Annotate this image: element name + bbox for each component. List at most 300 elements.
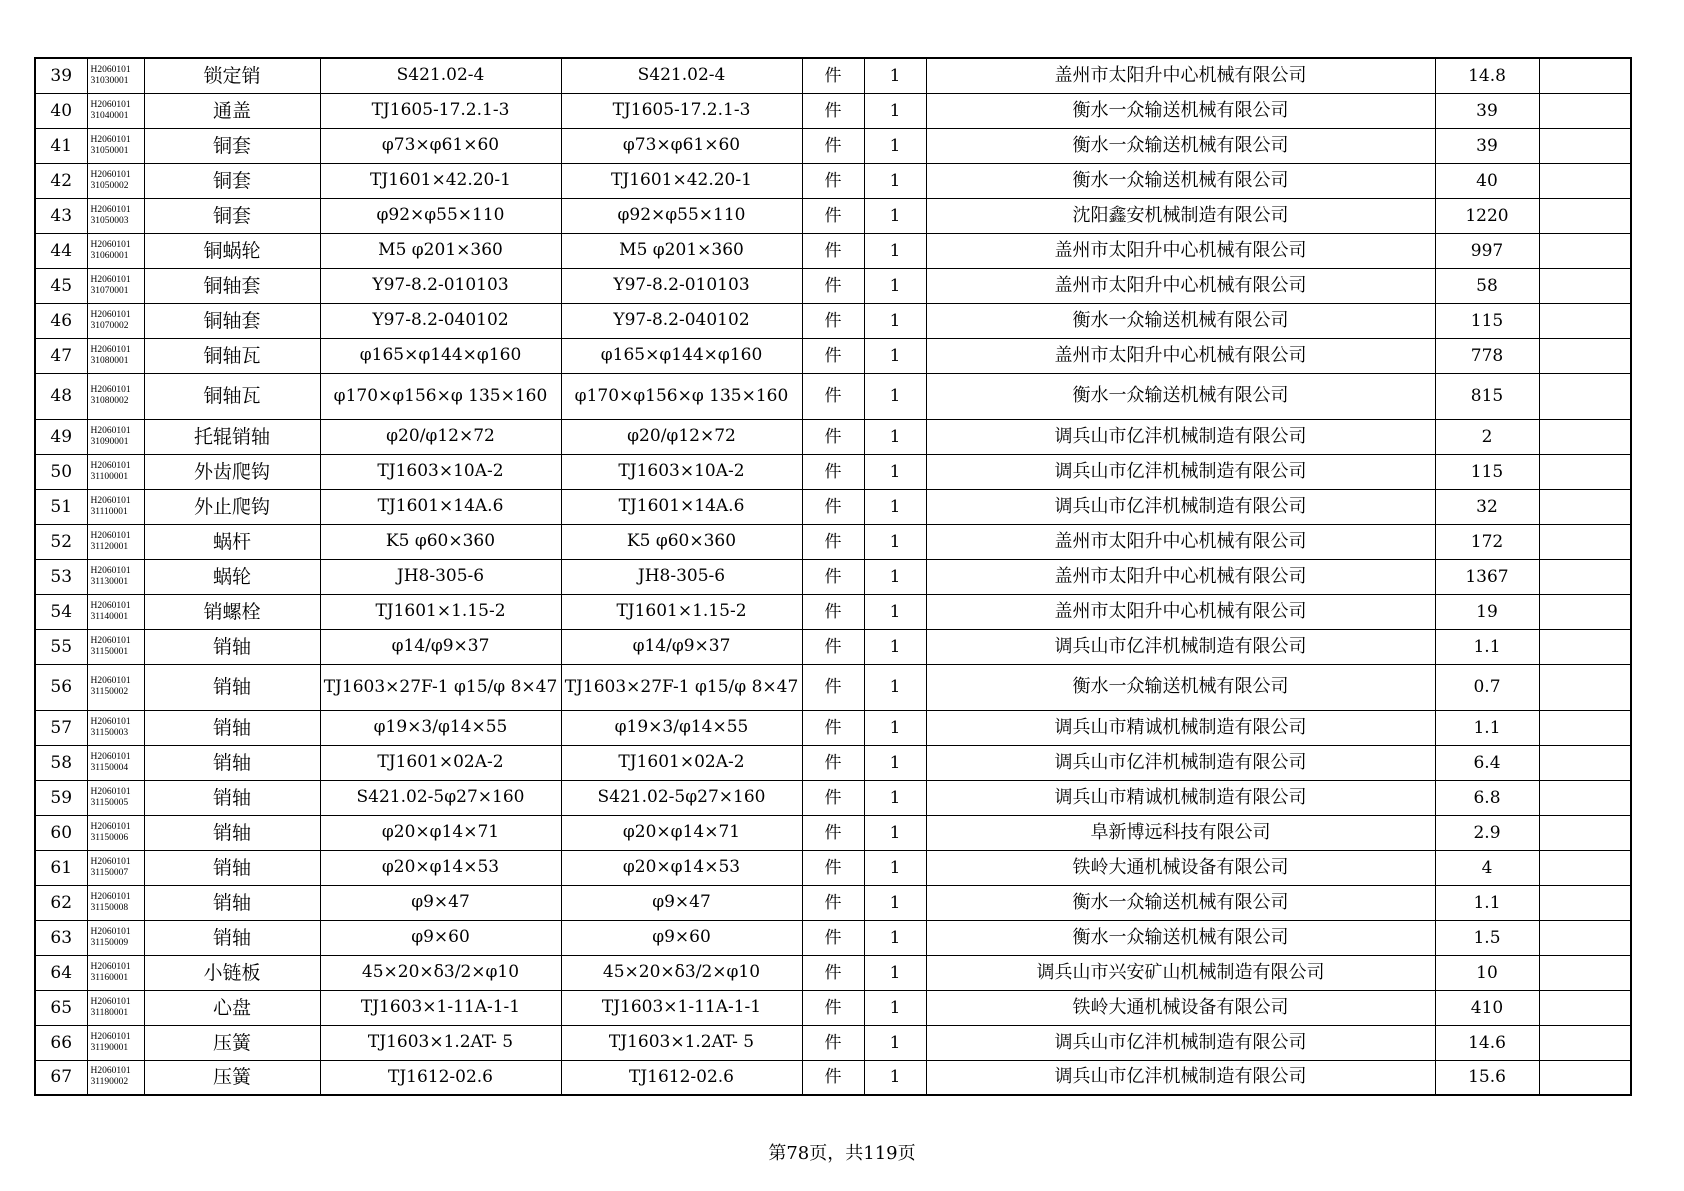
material-code-line-2: 31150008 <box>90 902 129 913</box>
price-cell: 1.1 <box>1435 629 1539 664</box>
row-number-cell: 45 <box>35 268 87 303</box>
spec-cell: Y97-8.2-040102 <box>320 303 561 338</box>
model-cell: S421.02-5φ27×160 <box>561 780 802 815</box>
note-cell <box>1539 233 1631 268</box>
table-row <box>35 920 1631 955</box>
quantity-cell: 1 <box>864 198 926 233</box>
table-row <box>35 489 1631 524</box>
spec-cell: φ20/φ12×72 <box>320 419 561 454</box>
quantity-cell: 1 <box>864 780 926 815</box>
part-name-cell: 销轴 <box>144 629 320 664</box>
unit-cell: 件 <box>802 373 864 419</box>
footer-current-page: 78 <box>786 1143 810 1164</box>
table-row <box>35 58 1631 93</box>
material-code-line-1: H2060101 <box>90 309 131 320</box>
part-name-cell: 铜轴瓦 <box>144 338 320 373</box>
price-cell: 0.7 <box>1435 664 1539 710</box>
note-cell <box>1539 664 1631 710</box>
part-name-cell: 锁定销 <box>144 58 320 93</box>
model-cell: φ92×φ55×110 <box>561 198 802 233</box>
material-code-line-1: H2060101 <box>90 600 131 611</box>
row-number-cell: 42 <box>35 163 87 198</box>
model-cell: φ19×3/φ14×55 <box>561 710 802 745</box>
row-number-cell: 51 <box>35 489 87 524</box>
part-name-cell: 销轴 <box>144 850 320 885</box>
material-code-line-1: H2060101 <box>90 926 131 937</box>
material-code-line-2: 31050002 <box>90 180 129 191</box>
spec-cell: φ20×φ14×53 <box>320 850 561 885</box>
quantity-cell: 1 <box>864 664 926 710</box>
material-code-line-2: 31070002 <box>90 320 129 331</box>
table-row <box>35 850 1631 885</box>
spec-cell: TJ1603×10A-2 <box>320 454 561 489</box>
table-row <box>35 1025 1631 1060</box>
quantity-cell: 1 <box>864 1025 926 1060</box>
material-code-cell <box>87 594 144 629</box>
material-code-cell <box>87 233 144 268</box>
row-number-cell: 63 <box>35 920 87 955</box>
spec-cell: TJ1601×42.20-1 <box>320 163 561 198</box>
row-number-cell: 61 <box>35 850 87 885</box>
model-cell: φ20×φ14×71 <box>561 815 802 850</box>
material-code-line-2: 31150002 <box>90 687 129 697</box>
table-row <box>35 664 1631 710</box>
model-cell: φ14/φ9×37 <box>561 629 802 664</box>
part-name-cell: 销轴 <box>144 885 320 920</box>
table-row <box>35 629 1631 664</box>
quantity-cell: 1 <box>864 163 926 198</box>
note-cell <box>1539 163 1631 198</box>
spec-cell: φ19×3/φ14×55 <box>320 710 561 745</box>
unit-cell: 件 <box>802 920 864 955</box>
table-row <box>35 419 1631 454</box>
unit-cell: 件 <box>802 93 864 128</box>
manufacturer-cell: 调兵山市亿沣机械制造有限公司 <box>926 489 1435 524</box>
note-cell <box>1539 373 1631 419</box>
spec-cell: TJ1603×1-11A-1-1 <box>320 990 561 1025</box>
material-code-line-1: H2060101 <box>90 385 131 395</box>
spec-cell: S421.02-4 <box>320 58 561 93</box>
material-code-cell <box>87 629 144 664</box>
material-code-cell <box>87 815 144 850</box>
unit-cell: 件 <box>802 1060 864 1095</box>
model-cell: TJ1603×10A-2 <box>561 454 802 489</box>
part-name-cell: 销轴 <box>144 815 320 850</box>
table-body <box>35 58 1631 1095</box>
model-cell: φ9×60 <box>561 920 802 955</box>
price-cell: 1.5 <box>1435 920 1539 955</box>
note-cell <box>1539 338 1631 373</box>
row-number-cell: 57 <box>35 710 87 745</box>
material-code-line-2: 31080001 <box>90 355 129 366</box>
model-cell: φ20/φ12×72 <box>561 419 802 454</box>
price-cell: 115 <box>1435 454 1539 489</box>
manufacturer-cell: 盖州市太阳升中心机械有限公司 <box>926 559 1435 594</box>
manufacturer-cell: 调兵山市亿沣机械制造有限公司 <box>926 629 1435 664</box>
material-code-line-2: 31150003 <box>90 727 129 738</box>
spec-cell: φ170×φ156×φ 135×160 <box>320 373 561 419</box>
material-code-line-1: H2060101 <box>90 786 131 797</box>
spec-cell: TJ1601×02A-2 <box>320 745 561 780</box>
unit-cell: 件 <box>802 850 864 885</box>
table-row <box>35 559 1631 594</box>
material-code-line-2: 31180001 <box>90 1007 129 1018</box>
material-code-cell <box>87 524 144 559</box>
material-code-cell <box>87 303 144 338</box>
material-code-cell <box>87 745 144 780</box>
row-number-cell: 47 <box>35 338 87 373</box>
quantity-cell: 1 <box>864 454 926 489</box>
quantity-cell: 1 <box>864 303 926 338</box>
quantity-cell: 1 <box>864 559 926 594</box>
manufacturer-cell: 调兵山市亿沣机械制造有限公司 <box>926 1025 1435 1060</box>
unit-cell: 件 <box>802 955 864 990</box>
part-name-cell: 外止爬钩 <box>144 489 320 524</box>
spec-cell: 45×20×δ3/2×φ10 <box>320 955 561 990</box>
material-code-line-2: 31080002 <box>90 396 129 406</box>
material-code-line-1: H2060101 <box>90 856 131 867</box>
note-cell <box>1539 559 1631 594</box>
part-name-cell: 铜轴套 <box>144 268 320 303</box>
material-code-line-2: 31090001 <box>90 436 129 447</box>
table-row <box>35 163 1631 198</box>
table-row <box>35 198 1631 233</box>
material-code-cell <box>87 885 144 920</box>
material-code-line-2: 31150009 <box>90 937 129 948</box>
price-cell: 15.6 <box>1435 1060 1539 1095</box>
price-cell: 815 <box>1435 373 1539 419</box>
model-cell: φ73×φ61×60 <box>561 128 802 163</box>
table-row <box>35 815 1631 850</box>
footer-total-pages: 119 <box>863 1143 898 1164</box>
table-row <box>35 524 1631 559</box>
price-cell: 1.1 <box>1435 710 1539 745</box>
row-number-cell: 52 <box>35 524 87 559</box>
material-code-line-2: 31100001 <box>90 471 129 482</box>
unit-cell: 件 <box>802 163 864 198</box>
part-name-cell: 销轴 <box>144 920 320 955</box>
material-code-line-2: 31190002 <box>90 1077 129 1088</box>
manufacturer-cell: 盖州市太阳升中心机械有限公司 <box>926 268 1435 303</box>
model-cell: TJ1603×1.2AT- 5 <box>561 1025 802 1060</box>
spec-cell: φ9×60 <box>320 920 561 955</box>
manufacturer-cell: 盖州市太阳升中心机械有限公司 <box>926 524 1435 559</box>
row-number-cell: 64 <box>35 955 87 990</box>
model-cell: TJ1601×42.20-1 <box>561 163 802 198</box>
part-name-cell: 压簧 <box>144 1025 320 1060</box>
note-cell <box>1539 710 1631 745</box>
row-number-cell: 60 <box>35 815 87 850</box>
table-row <box>35 233 1631 268</box>
price-cell: 39 <box>1435 128 1539 163</box>
unit-cell: 件 <box>802 198 864 233</box>
material-code-line-2: 31150007 <box>90 867 129 878</box>
part-name-cell: 销轴 <box>144 664 320 710</box>
material-code-line-1: H2060101 <box>90 635 131 646</box>
note-cell <box>1539 990 1631 1025</box>
price-cell: 410 <box>1435 990 1539 1025</box>
table-row <box>35 268 1631 303</box>
note-cell <box>1539 955 1631 990</box>
row-number-cell: 40 <box>35 93 87 128</box>
spec-cell: K5 φ60×360 <box>320 524 561 559</box>
quantity-cell: 1 <box>864 815 926 850</box>
unit-cell: 件 <box>802 233 864 268</box>
unit-cell: 件 <box>802 303 864 338</box>
row-number-cell: 49 <box>35 419 87 454</box>
material-code-line-1: H2060101 <box>90 676 131 686</box>
model-cell: TJ1601×02A-2 <box>561 745 802 780</box>
material-code-line-2: 31120001 <box>90 541 129 552</box>
model-cell: φ20×φ14×53 <box>561 850 802 885</box>
unit-cell: 件 <box>802 58 864 93</box>
material-code-cell <box>87 163 144 198</box>
spec-cell: Y97-8.2-010103 <box>320 268 561 303</box>
quantity-cell: 1 <box>864 629 926 664</box>
row-number-cell: 58 <box>35 745 87 780</box>
unit-cell: 件 <box>802 268 864 303</box>
material-code-cell <box>87 920 144 955</box>
material-code-line-1: H2060101 <box>90 99 131 110</box>
manufacturer-cell: 衡水一众输送机械有限公司 <box>926 303 1435 338</box>
manufacturer-cell: 阜新博远科技有限公司 <box>926 815 1435 850</box>
material-code-line-1: H2060101 <box>90 239 131 250</box>
unit-cell: 件 <box>802 489 864 524</box>
material-code-line-1: H2060101 <box>90 274 131 285</box>
table-row <box>35 594 1631 629</box>
material-code-line-1: H2060101 <box>90 565 131 576</box>
unit-cell: 件 <box>802 454 864 489</box>
row-number-cell: 67 <box>35 1060 87 1095</box>
material-code-line-2: 31040001 <box>90 110 129 121</box>
manufacturer-cell: 铁岭大通机械设备有限公司 <box>926 990 1435 1025</box>
manufacturer-cell: 盖州市太阳升中心机械有限公司 <box>926 338 1435 373</box>
note-cell <box>1539 419 1631 454</box>
material-code-cell <box>87 93 144 128</box>
note-cell <box>1539 815 1631 850</box>
quantity-cell: 1 <box>864 58 926 93</box>
spec-cell: TJ1601×1.15-2 <box>320 594 561 629</box>
material-code-line-1: H2060101 <box>90 751 131 762</box>
price-cell: 39 <box>1435 93 1539 128</box>
quantity-cell: 1 <box>864 1060 926 1095</box>
unit-cell: 件 <box>802 745 864 780</box>
quantity-cell: 1 <box>864 419 926 454</box>
manufacturer-cell: 衡水一众输送机械有限公司 <box>926 664 1435 710</box>
material-code-line-2: 31030001 <box>90 75 129 86</box>
material-code-cell <box>87 559 144 594</box>
model-cell: JH8-305-6 <box>561 559 802 594</box>
note-cell <box>1539 745 1631 780</box>
price-cell: 1367 <box>1435 559 1539 594</box>
part-name-cell: 铜套 <box>144 128 320 163</box>
manufacturer-cell: 衡水一众输送机械有限公司 <box>926 920 1435 955</box>
unit-cell: 件 <box>802 338 864 373</box>
unit-cell: 件 <box>802 664 864 710</box>
spec-cell: TJ1603×27F-1 φ15/φ 8×47 <box>320 664 561 710</box>
manufacturer-cell: 调兵山市亿沣机械制造有限公司 <box>926 1060 1435 1095</box>
model-cell: TJ1601×14A.6 <box>561 489 802 524</box>
material-code-cell <box>87 955 144 990</box>
unit-cell: 件 <box>802 1025 864 1060</box>
price-cell: 32 <box>1435 489 1539 524</box>
price-cell: 40 <box>1435 163 1539 198</box>
part-name-cell: 通盖 <box>144 93 320 128</box>
model-cell: φ9×47 <box>561 885 802 920</box>
price-cell: 6.4 <box>1435 745 1539 780</box>
material-code-line-2: 31150004 <box>90 762 129 773</box>
parts-price-table <box>34 57 1632 1096</box>
spec-cell: TJ1612-02.6 <box>320 1060 561 1095</box>
material-code-cell <box>87 664 144 710</box>
unit-cell: 件 <box>802 128 864 163</box>
spec-cell: TJ1603×1.2AT- 5 <box>320 1025 561 1060</box>
model-cell: 45×20×δ3/2×φ10 <box>561 955 802 990</box>
material-code-line-1: H2060101 <box>90 64 131 75</box>
quantity-cell: 1 <box>864 850 926 885</box>
model-cell: TJ1605-17.2.1-3 <box>561 93 802 128</box>
row-number-cell: 54 <box>35 594 87 629</box>
unit-cell: 件 <box>802 419 864 454</box>
quantity-cell: 1 <box>864 373 926 419</box>
part-name-cell: 铜轴瓦 <box>144 373 320 419</box>
row-number-cell: 46 <box>35 303 87 338</box>
spec-cell: φ165×φ144×φ160 <box>320 338 561 373</box>
manufacturer-cell: 衡水一众输送机械有限公司 <box>926 885 1435 920</box>
unit-cell: 件 <box>802 710 864 745</box>
material-code-line-2: 31150006 <box>90 832 129 843</box>
part-name-cell: 蜗轮 <box>144 559 320 594</box>
manufacturer-cell: 盖州市太阳升中心机械有限公司 <box>926 233 1435 268</box>
spec-cell: JH8-305-6 <box>320 559 561 594</box>
quantity-cell: 1 <box>864 594 926 629</box>
part-name-cell: 铜套 <box>144 198 320 233</box>
part-name-cell: 外齿爬钩 <box>144 454 320 489</box>
material-code-line-1: H2060101 <box>90 821 131 832</box>
row-number-cell: 39 <box>35 58 87 93</box>
part-name-cell: 铜轴套 <box>144 303 320 338</box>
price-cell: 19 <box>1435 594 1539 629</box>
table-row <box>35 1060 1631 1095</box>
quantity-cell: 1 <box>864 93 926 128</box>
manufacturer-cell: 调兵山市精诚机械制造有限公司 <box>926 710 1435 745</box>
price-cell: 10 <box>1435 955 1539 990</box>
price-cell: 6.8 <box>1435 780 1539 815</box>
material-code-line-1: H2060101 <box>90 1031 131 1042</box>
spec-cell: M5 φ201×360 <box>320 233 561 268</box>
material-code-line-1: H2060101 <box>90 460 131 471</box>
part-name-cell: 小链板 <box>144 955 320 990</box>
material-code-cell <box>87 454 144 489</box>
note-cell <box>1539 128 1631 163</box>
spec-cell: φ9×47 <box>320 885 561 920</box>
price-cell: 115 <box>1435 303 1539 338</box>
material-code-line-2: 31050003 <box>90 215 129 226</box>
spec-cell: S421.02-5φ27×160 <box>320 780 561 815</box>
price-cell: 4 <box>1435 850 1539 885</box>
footer-suffix: 页 <box>897 1143 916 1164</box>
row-number-cell: 50 <box>35 454 87 489</box>
model-cell: φ170×φ156×φ 135×160 <box>561 373 802 419</box>
material-code-line-2: 31130001 <box>90 576 129 587</box>
material-code-line-2: 31150005 <box>90 797 129 808</box>
part-name-cell: 销螺栓 <box>144 594 320 629</box>
unit-cell: 件 <box>802 780 864 815</box>
model-cell: Y97-8.2-040102 <box>561 303 802 338</box>
quantity-cell: 1 <box>864 745 926 780</box>
material-code-line-2: 31190001 <box>90 1042 129 1053</box>
table-row <box>35 338 1631 373</box>
unit-cell: 件 <box>802 815 864 850</box>
material-code-line-2: 31160001 <box>90 972 129 983</box>
material-code-line-1: H2060101 <box>90 134 131 145</box>
model-cell: TJ1612-02.6 <box>561 1060 802 1095</box>
row-number-cell: 56 <box>35 664 87 710</box>
price-cell: 778 <box>1435 338 1539 373</box>
note-cell <box>1539 524 1631 559</box>
table-row <box>35 780 1631 815</box>
row-number-cell: 43 <box>35 198 87 233</box>
part-name-cell: 心盘 <box>144 990 320 1025</box>
note-cell <box>1539 58 1631 93</box>
manufacturer-cell: 衡水一众输送机械有限公司 <box>926 93 1435 128</box>
table-row <box>35 128 1631 163</box>
table-row <box>35 373 1631 419</box>
part-name-cell: 蜗杆 <box>144 524 320 559</box>
model-cell: Y97-8.2-010103 <box>561 268 802 303</box>
note-cell <box>1539 780 1631 815</box>
note-cell <box>1539 454 1631 489</box>
material-code-line-1: H2060101 <box>90 530 131 541</box>
price-cell: 2.9 <box>1435 815 1539 850</box>
note-cell <box>1539 1060 1631 1095</box>
spec-cell: φ73×φ61×60 <box>320 128 561 163</box>
table-row <box>35 955 1631 990</box>
price-cell: 58 <box>1435 268 1539 303</box>
row-number-cell: 62 <box>35 885 87 920</box>
material-code-line-1: H2060101 <box>90 344 131 355</box>
note-cell <box>1539 594 1631 629</box>
unit-cell: 件 <box>802 594 864 629</box>
footer-prefix: 第 <box>768 1143 787 1164</box>
quantity-cell: 1 <box>864 920 926 955</box>
model-cell: S421.02-4 <box>561 58 802 93</box>
quantity-cell: 1 <box>864 524 926 559</box>
quantity-cell: 1 <box>864 955 926 990</box>
material-code-cell <box>87 780 144 815</box>
material-code-cell <box>87 198 144 233</box>
price-cell: 1220 <box>1435 198 1539 233</box>
manufacturer-cell: 沈阳鑫安机械制造有限公司 <box>926 198 1435 233</box>
material-code-line-2: 31140001 <box>90 611 129 622</box>
material-code-line-1: H2060101 <box>90 495 131 506</box>
spec-cell: TJ1605-17.2.1-3 <box>320 93 561 128</box>
price-cell: 2 <box>1435 419 1539 454</box>
note-cell <box>1539 198 1631 233</box>
model-cell: K5 φ60×360 <box>561 524 802 559</box>
manufacturer-cell: 盖州市太阳升中心机械有限公司 <box>926 58 1435 93</box>
manufacturer-cell: 衡水一众输送机械有限公司 <box>926 163 1435 198</box>
quantity-cell: 1 <box>864 268 926 303</box>
model-cell: TJ1601×1.15-2 <box>561 594 802 629</box>
material-code-line-2: 31050001 <box>90 145 129 156</box>
row-number-cell: 41 <box>35 128 87 163</box>
quantity-cell: 1 <box>864 885 926 920</box>
footer-middle: 页，共 <box>809 1143 864 1164</box>
manufacturer-cell: 调兵山市亿沣机械制造有限公司 <box>926 454 1435 489</box>
quantity-cell: 1 <box>864 233 926 268</box>
material-code-line-2: 31070001 <box>90 285 129 296</box>
